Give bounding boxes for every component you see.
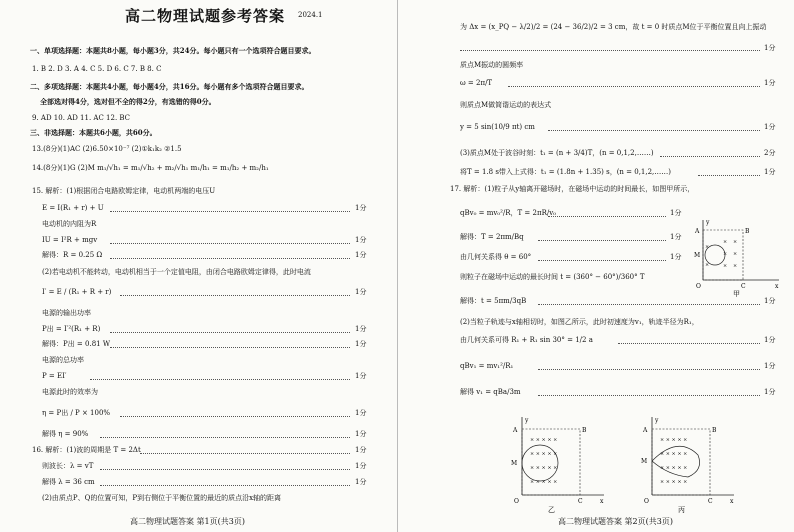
leader-dots bbox=[90, 379, 350, 380]
score: 1分 bbox=[670, 233, 682, 241]
leader-dots bbox=[100, 437, 350, 438]
q16-part3: (3)质点M处于波谷时刻：t₁ = (n + 3/4)T，(n = 0,1,2,……) bbox=[460, 149, 654, 157]
svg-text:× × × × ×: × × × × × bbox=[660, 437, 688, 443]
multi-choice-scoring: 全部选对得4分，选对但不全的得2分，有选错的得0分。 bbox=[40, 97, 216, 106]
q15-eq2: IU = I²R + mgv bbox=[42, 236, 98, 244]
leader-dots bbox=[538, 395, 760, 396]
leader-dots bbox=[538, 369, 760, 370]
svg-text:× × × × ×: × × × × × bbox=[660, 451, 688, 457]
score: 1分 bbox=[670, 209, 682, 217]
leader-dots bbox=[460, 50, 760, 51]
leader-dots bbox=[618, 343, 760, 344]
q17-result2: 解得 v₁ = qBa/3m bbox=[460, 388, 521, 396]
score: 1分 bbox=[355, 478, 367, 486]
svg-text:y: y bbox=[655, 417, 659, 424]
figure-label: 甲 bbox=[733, 290, 740, 298]
svg-text:× × × × ×: × × × × × bbox=[660, 465, 688, 471]
svg-text:C: C bbox=[708, 498, 713, 505]
score: 1分 bbox=[764, 297, 776, 305]
score: 1分 bbox=[355, 462, 367, 470]
score: 1分 bbox=[355, 204, 367, 212]
score: 1分 bbox=[764, 388, 776, 396]
figure-jia bbox=[693, 218, 783, 298]
leader-dots bbox=[110, 243, 350, 244]
q15-eq4: P出 = I′²(R₁ + R) bbox=[42, 325, 101, 333]
q17-time: 则粒子在磁场中运动的最长时间 t = (360° − 60°)/360° T bbox=[460, 273, 645, 281]
score: 1分 bbox=[355, 325, 367, 333]
q13-answer: 13.(8分)(1)AC (2)6.50×10⁻⁷ (2)①k₁k₂ ②1.5 bbox=[32, 145, 182, 153]
leader-dots bbox=[508, 86, 760, 87]
q16-omega: ω = 2π/T bbox=[460, 79, 493, 87]
svg-text:B: B bbox=[712, 427, 717, 434]
q17-angle: 由几何关系得 θ = 60° bbox=[460, 253, 532, 261]
q15-eq6: η = P出 / P × 100% bbox=[42, 409, 111, 417]
svg-text:×: × bbox=[733, 239, 738, 245]
figure-yi bbox=[508, 415, 608, 515]
svg-text:×: × bbox=[733, 263, 738, 269]
q16-part2: (2)由质点P、Q的位置可知，P到右侧位于平衡位置的最近的质点沿x轴的距离 bbox=[42, 494, 282, 502]
score: 1分 bbox=[355, 430, 367, 438]
q15-part2: (2)若电动机不能转动，电动机相当于一个定值电阻，由闭合电路欧姆定律得，此时电流 bbox=[42, 268, 311, 276]
svg-text:B: B bbox=[582, 427, 587, 434]
q15-result1: 解得：R = 0.25 Ω bbox=[42, 251, 103, 259]
q17-period: 解得：T = 2πm/Bq bbox=[460, 233, 524, 241]
multi-choice-answers: 9. AD 10. AD 11. AC 12. BC bbox=[32, 114, 131, 122]
leader-dots bbox=[100, 469, 350, 470]
section-multi-choice: 二、多项选择题：本题共4小题，每小题4分，共16分。每小题有多个选项符合题目要求。 bbox=[30, 82, 309, 91]
svg-text:C: C bbox=[578, 498, 583, 505]
leader-dots bbox=[538, 304, 760, 305]
q16-text: 质点M振动的圆频率 bbox=[460, 61, 524, 69]
score: 1分 bbox=[764, 79, 776, 87]
q16-text: 则质点M做简谐运动的表达式 bbox=[460, 101, 552, 109]
leader-dots bbox=[110, 211, 350, 212]
svg-text:M: M bbox=[641, 458, 648, 465]
q17-geometry: 由几何关系可得 R₁ + R₁ sin 30° = 1/2 a bbox=[460, 336, 593, 344]
score: 2分 bbox=[764, 149, 776, 157]
svg-text:× × × × ×: × × × × × bbox=[530, 451, 558, 457]
q17-eq2: qBv₁ = mv₁²/R₁ bbox=[460, 362, 514, 370]
q15-eq3: I′ = E / (R₁ + R + r) bbox=[42, 288, 112, 296]
q17-intro: 17. 解析：(1)粒子从y轴离开磁场时，在磁场中运动的时间最长，如图甲所示， bbox=[450, 185, 695, 193]
leader-dots bbox=[140, 453, 350, 454]
leader-dots bbox=[548, 216, 666, 217]
svg-text:×: × bbox=[723, 239, 728, 245]
q15-intro: 15. 解析：(1)根据闭合电路欧姆定律，电动机两端的电压U bbox=[32, 187, 216, 195]
score: 1分 bbox=[355, 409, 367, 417]
q14-answer: 14.(8分)(1)G (2)M m₁/√h₁ = m₁/√h₂ + m₂/√h₁ m₁/h₁ = m₁/h₂ + m₂/h₁ bbox=[32, 164, 269, 172]
figure-label: 乙 bbox=[548, 506, 555, 514]
svg-text:×: × bbox=[723, 251, 728, 257]
score: 1分 bbox=[670, 253, 682, 261]
page-title: 高二物理试题参考答案 bbox=[125, 7, 286, 25]
leader-dots bbox=[120, 416, 350, 417]
leader-dots bbox=[100, 485, 350, 486]
point-a: A bbox=[695, 228, 700, 235]
svg-text:× × × × ×: × × × × × bbox=[660, 479, 688, 485]
svg-text:x: x bbox=[730, 498, 734, 505]
q16-result2: 将T = 1.8 s带入上式得：t₁ = (1.8n + 1.35) s，(n = 0,1,2,……) bbox=[460, 168, 672, 176]
svg-text:M: M bbox=[511, 460, 518, 467]
leader-dots bbox=[548, 130, 760, 131]
svg-text:y: y bbox=[525, 417, 529, 424]
leader-dots bbox=[110, 332, 350, 333]
svg-text:O: O bbox=[644, 498, 649, 505]
section-single-choice: 一、单项选择题：本题共8小题，每小题3分，共24分。每小题只有一个选项符合题目要求。 bbox=[30, 46, 316, 55]
score: 1分 bbox=[764, 44, 776, 52]
q15-eq1: E = I(R₁ + r) + U bbox=[42, 204, 104, 212]
score: 1分 bbox=[355, 340, 367, 348]
exam-date: 2024.1 bbox=[298, 11, 323, 19]
score: 1分 bbox=[764, 123, 776, 131]
score: 1分 bbox=[355, 288, 367, 296]
axis-y: y bbox=[706, 219, 710, 226]
page-footer: 高二物理试题答案 第1页(共3页) bbox=[130, 517, 245, 526]
score: 1分 bbox=[355, 446, 367, 454]
leader-dots bbox=[660, 156, 760, 157]
q17-part2: (2)当粒子轨迹与x轴相切时，如图乙所示，此时初速度为v₁，轨迹半径为R₁， bbox=[460, 318, 699, 326]
q17-result1: 解得：t = 5πm/3qB bbox=[460, 297, 527, 305]
score: 1分 bbox=[355, 251, 367, 259]
leader-dots bbox=[110, 347, 350, 348]
q17-eq1: qBv₀ = mv₀²/R，T = 2πR/v₀ bbox=[460, 209, 556, 217]
q15-text: 电源的总功率 bbox=[42, 356, 84, 364]
axis-x: x bbox=[775, 283, 779, 290]
score: 1分 bbox=[764, 168, 776, 176]
answer-page-2 bbox=[397, 0, 794, 532]
q16-expression: y = 5 sin(10/9 πt) cm bbox=[460, 123, 535, 131]
point-b: B bbox=[745, 228, 750, 235]
q15-result3: 解得 η = 90% bbox=[42, 430, 89, 438]
point-m: M bbox=[694, 252, 701, 259]
q15-text: 电动机的内阻为R bbox=[42, 220, 97, 228]
q15-text: 电源此时的效率为 bbox=[42, 388, 98, 396]
score: 1分 bbox=[355, 372, 367, 380]
svg-text:A: A bbox=[513, 427, 518, 434]
single-choice-answers: 1. B 2. D 3. A 4. C 5. D 6. C 7. B 8. C bbox=[32, 65, 162, 73]
q15-eq5: P = EI′ bbox=[42, 372, 67, 380]
leader-dots bbox=[538, 260, 666, 261]
svg-text:× × × × ×: × × × × × bbox=[530, 479, 558, 485]
svg-text:×: × bbox=[705, 244, 710, 250]
q15-result2: 解得：P出 = 0.81 W bbox=[42, 340, 111, 348]
q16-eq1: 则波长：λ = vT bbox=[42, 462, 94, 470]
q15-text: 电源的输出功率 bbox=[42, 309, 91, 317]
svg-text:×: × bbox=[723, 263, 728, 269]
svg-text:×: × bbox=[705, 262, 710, 268]
score: 1分 bbox=[764, 336, 776, 344]
figure-label: 丙 bbox=[678, 506, 685, 514]
figure-bing bbox=[638, 415, 738, 515]
svg-text:× × × × ×: × × × × × bbox=[530, 465, 558, 471]
leader-dots bbox=[110, 258, 350, 259]
svg-text:O: O bbox=[514, 498, 519, 505]
section-non-choice: 三、非选择题：本题共6小题，共60分。 bbox=[30, 128, 157, 137]
q16-eq2: 为 Δx = (x_PQ − λ/2)/2 = (24 − 36/2)/2 = 3 cm，故 t = 0 时质点M位于平衡位置且向上振动 bbox=[460, 23, 767, 31]
leader-dots bbox=[538, 240, 666, 241]
score: 1分 bbox=[355, 236, 367, 244]
page-footer: 高二物理试题答案 第2页(共3页) bbox=[558, 517, 673, 526]
svg-text:A: A bbox=[643, 427, 648, 434]
q16-intro: 16. 解析：(1)波的周期是 T = 2Δt bbox=[32, 446, 141, 454]
svg-text:× × × × ×: × × × × × bbox=[530, 437, 558, 443]
leader-dots bbox=[698, 175, 760, 176]
leader-dots bbox=[120, 295, 350, 296]
q16-result1: 解得 λ = 36 cm bbox=[42, 478, 95, 486]
score: 1分 bbox=[764, 362, 776, 370]
svg-text:x: x bbox=[600, 498, 604, 505]
point-c: C bbox=[741, 283, 746, 290]
axis-origin: O bbox=[696, 283, 701, 290]
svg-text:×: × bbox=[733, 251, 738, 257]
